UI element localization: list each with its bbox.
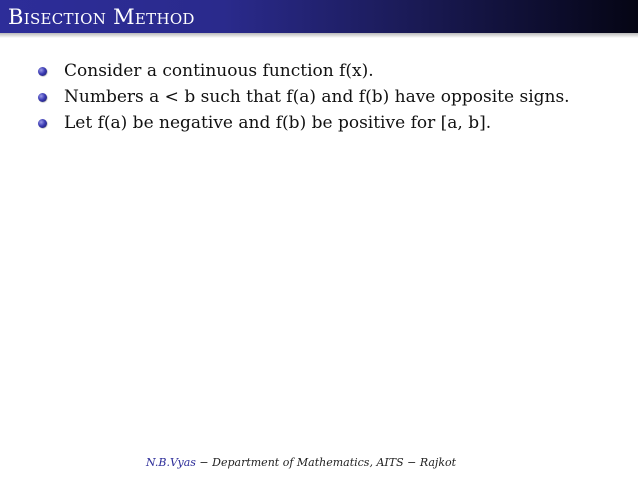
footer-city: Rajkot [419,456,457,469]
bullet-text: Consider a continuous function f(x). [64,61,374,81]
bullet-text: Let f(a) be negative and f(b) be positive for [a, b]. [64,113,492,133]
slide-title-bar [0,0,638,33]
bullet-icon [38,119,47,128]
footer-separator: − [403,456,420,469]
footer-department: Department of Mathematics, AITS [212,456,404,469]
bullet-icon [38,93,47,102]
slide-title: Bisection Method [8,5,195,29]
bullet-item [34,110,570,136]
bullet-item [34,58,570,84]
bullet-icon [38,67,47,76]
footer-author: N.B.Vyas [146,456,196,469]
bullet-item [34,84,570,110]
slide-footer [146,456,456,469]
title-bar-shadow [0,33,638,38]
bullet-text: Numbers a < b such that f(a) and f(b) have opposite signs. [64,87,570,107]
footer-separator: − [195,456,213,469]
bullet-list [34,58,570,136]
